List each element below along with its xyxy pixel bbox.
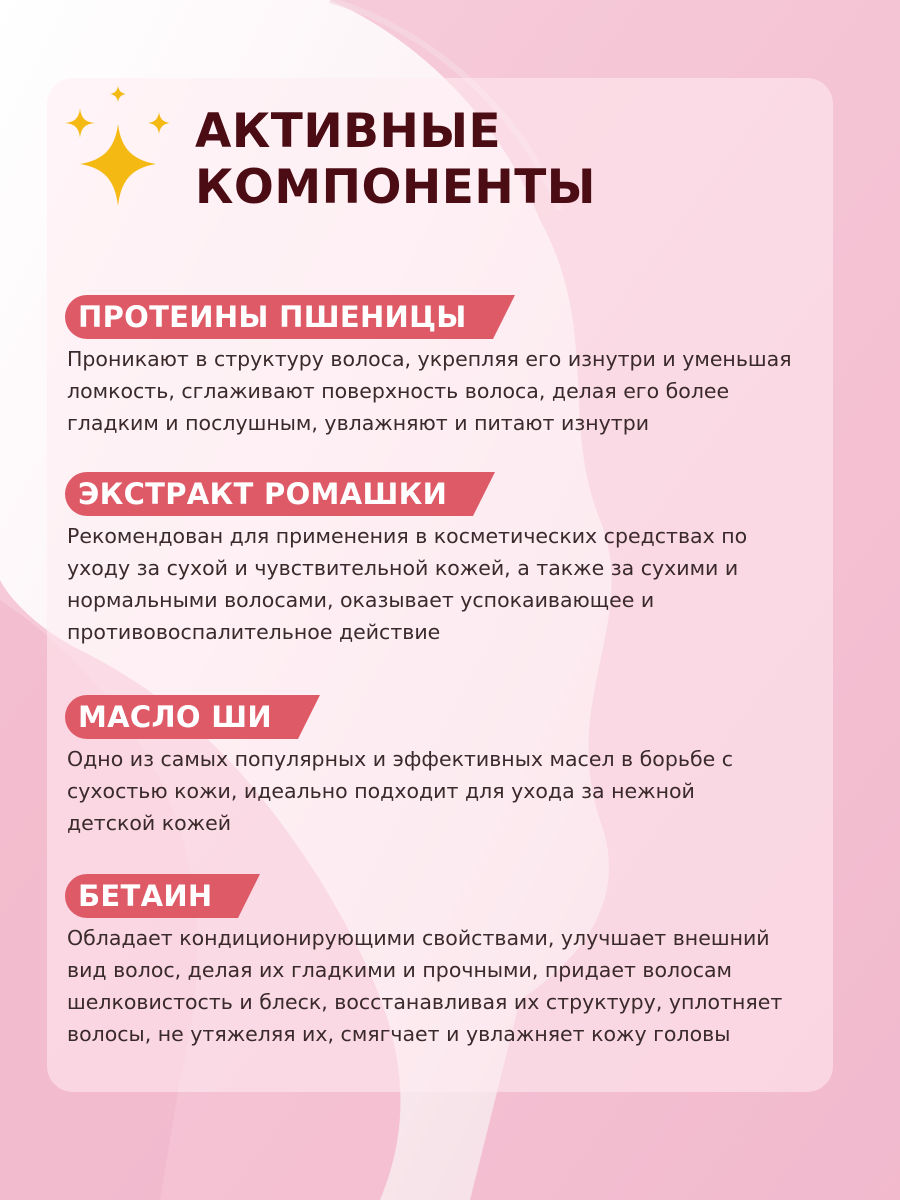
- description-line: противовоспалительное действие: [67, 620, 441, 644]
- ingredient-section-wheat-protein: [65, 295, 845, 439]
- description-line: сухостью кожи, идеально подходит для ухода за нежной: [67, 779, 695, 803]
- ingredient-description: [67, 343, 845, 439]
- description-line: шелковистость и блеск, восстанавливая их структуру, уплотняет: [67, 990, 783, 1014]
- ingredient-tag: БЕТАИН: [65, 874, 238, 918]
- ingredient-section-betaine: [65, 874, 845, 1050]
- ingredient-tag: ПРОТЕИНЫ ПШЕНИЦЫ: [65, 295, 493, 339]
- ingredient-description: [67, 743, 845, 839]
- ingredient-tag: МАСЛО ШИ: [65, 695, 298, 739]
- ingredient-section-chamomile-extract: [65, 472, 845, 648]
- description-line: волосы, не утяжеляя их, смягчает и увлажняет кожу головы: [67, 1022, 731, 1046]
- description-line: ломкость, сглаживают поверхность волоса, делая его более: [67, 379, 730, 403]
- description-line: нормальными волосами, оказывает успокаивающее и: [67, 588, 655, 612]
- description-line: гладким и послушным, увлажняют и питают изнутри: [67, 411, 650, 435]
- title-line-1: АКТИВНЫЕ: [195, 104, 502, 159]
- description-line: вид волос, делая их гладкими и прочными, придает волосам: [67, 958, 732, 982]
- sparkles-icon: [62, 84, 174, 212]
- ingredient-description: [67, 520, 845, 648]
- ingredient-section-shea-butter: [65, 695, 845, 839]
- ingredient-tag: ЭКСТРАКТ РОМАШКИ: [65, 472, 473, 516]
- description-line: Проникают в структуру волоса, укрепляя его изнутри и уменьшая: [67, 347, 792, 371]
- description-line: детской кожей: [67, 811, 232, 835]
- description-line: уходу за сухой и чувствительной кожей, а также за сухими и: [67, 556, 739, 580]
- page-title: [195, 104, 755, 216]
- title-line-2: КОМПОНЕНТЫ: [195, 160, 596, 215]
- ingredient-description: [67, 922, 845, 1050]
- description-line: Обладает кондиционирующими свойствами, улучшает внешний: [67, 926, 770, 950]
- description-line: Одно из самых популярных и эффективных масел в борьбе с: [67, 747, 733, 771]
- description-line: Рекомендован для применения в косметических средствах по: [67, 524, 748, 548]
